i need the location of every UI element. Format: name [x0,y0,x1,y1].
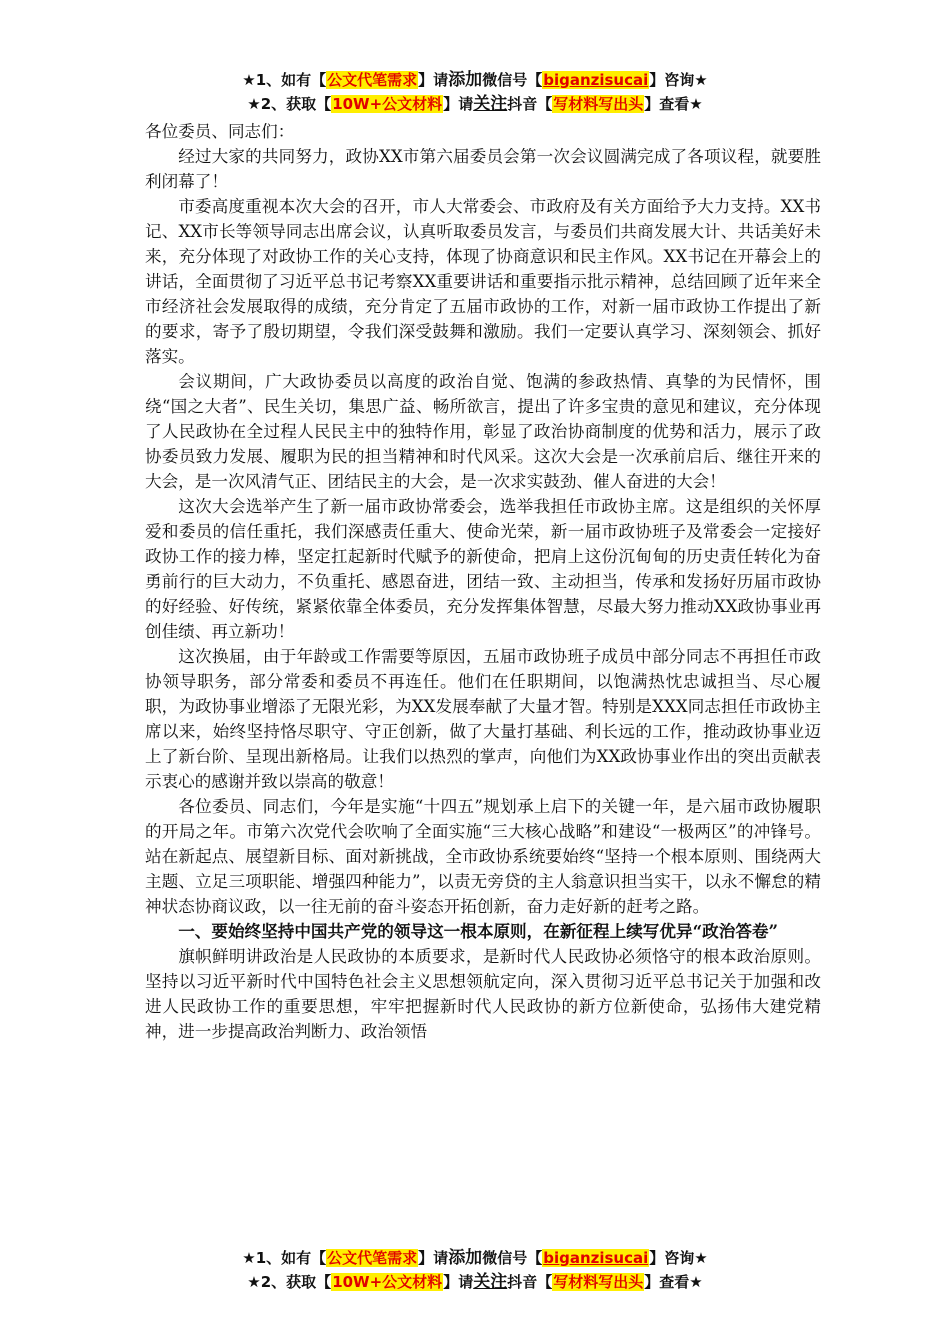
promo-banner-top [0,68,950,116]
promo-text: 】请 [443,1273,474,1291]
promo-text: ★1、如有【 [242,1249,327,1267]
promo-highlight: 公文代笔需求 [327,1249,418,1267]
paragraph: 会议期间，广大政协委员以高度的政治自觉、饱满的参政热情、真挚的为民情怀，围绕“国之大者”、民生关切，集思广益、畅所欲言，提出了许多宝贵的意见和建议，充分体现了人民政协在全过程人民民主中的独特作用，彰显了政治协商制度的优势和活力，展示了政协委员致力发展、履职为民的担当精神和时代风采。这次大会是一次承前启后、继往开来的大会，是一次风清气正、团结民主的大会，是一次求实鼓劲、催人奋进的大会！ [145,372,821,491]
promo-line-1 [0,68,950,92]
promo-highlight: 10W+公文材料 [332,95,443,113]
promo-wechat-id: biganzisucai [543,71,649,89]
promo-douyin-id: 写材料写出头 [553,1273,644,1291]
promo-emphasis: 关注 [473,1272,508,1292]
section-heading: 一、要始终坚持中国共产党的领导这一根本原则，在新征程上续写优异“政治答卷” [178,921,779,941]
promo-text: 抖音【 [507,95,553,113]
paragraph: 旗帜鲜明讲政治是人民政协的本质要求，是新时代人民政协必须恪守的根本政治原则。坚持以习近平新时代中国特色社会主义思想领航定向，深入贯彻习近平总书记关于加强和改进人民政协工作的重要思想，牢牢把握新时代人民政协的新方位新使命，弘扬伟大建党精神，进一步提高政治判断力、政治领悟 [145,947,821,1041]
promo-text: 】请 [418,1249,449,1267]
promo-text: ★2、获取【 [247,95,332,113]
promo-text: 微信号【 [482,1249,543,1267]
promo-text: 抖音【 [507,1273,553,1291]
promo-line-2 [0,1270,950,1294]
document-body [145,119,821,1044]
promo-text: ★2、获取【 [247,1273,332,1291]
promo-text: 】查看★ [644,95,703,113]
salutation: 各位委员、同志们： [145,122,295,141]
promo-text: 】查看★ [644,1273,703,1291]
promo-banner-bottom [0,1246,950,1294]
promo-text: 】咨询★ [649,71,708,89]
promo-wechat-id: biganzisucai [543,1249,649,1267]
promo-highlight: 公文代笔需求 [327,71,418,89]
promo-emphasis: 添加 [448,70,483,90]
paragraph: 这次换届，由于年龄或工作需要等原因，五届市政协班子成员中部分同志不再担任市政协领导职务，部分常委和委员不再连任。他们在任职期间，以饱满热忱忠诚担当、尽心履职，为政协事业增添了无限光彩，为XX发展奉献了大量才智。特别是XXX同志担任市政协主席以来，始终坚持恪尽职守、守正创新，做了大量打基础、利长远的工作，推动政协事业迈上了新台阶、呈现出新格局。让我们以热烈的掌声，向他们为XX政协事业作出的突出贡献表示衷心的感谢并致以崇高的敬意！ [145,647,821,791]
promo-text: 】请 [443,95,474,113]
paragraph: 经过大家的共同努力，政协XX市第六届委员会第一次会议圆满完成了各项议程，就要胜利闭幕了！ [145,147,821,191]
promo-text: 】请 [418,71,449,89]
promo-emphasis: 添加 [448,1248,483,1268]
paragraph: 市委高度重视本次大会的召开，市人大常委会、市政府及有关方面给予大力支持。XX书记、XX市长等领导同志出席会议，认真听取委员发言，与委员们共商发展大计、共话美好未来，充分体现了对政协工作的关心支持，体现了协商意识和民主作风。XX书记在开幕会上的讲话，全面贯彻了习近平总书记考察XX重要讲话和重要指示批示精神，总结回顾了近年来全市经济社会发展取得的成绩，充分肯定了五届市政协的工作，对新一届市政协工作提出了新的要求，寄予了殷切期望，令我们深受鼓舞和激励。我们一定要认真学习、深刻领会、抓好落实。 [145,197,821,366]
paragraph: 这次大会选举产生了新一届市政协常委会，选举我担任市政协主席。这是组织的关怀厚爱和委员的信任重托，我们深感责任重大、使命光荣，新一届市政协班子及常委会一定接好政协工作的接力棒，坚定扛起新时代赋予的新使命，把肩上这份沉甸甸的历史责任转化为奋勇前行的巨大动力，不负重托、感恩奋进，团结一致、主动担当，传承和发扬好历届市政协的好经验、好传统，紧紧依靠全体委员，充分发挥集体智慧，尽最大努力推动XX政协事业再创佳绩、再立新功！ [145,497,821,641]
paragraph: 各位委员、同志们，今年是实施“十四五”规划承上启下的关键一年，是六届市政协履职的开局之年。市第六次党代会吹响了全面实施“三大核心战略”和建设“一极两区”的冲锋号。站在新起点、展望新目标、面对新挑战，全市政协系统要始终“坚持一个根本原则、围绕两大主题、立足三项职能、增强四种能力”，以责无旁贷的主人翁意识担当实干，以永不懈怠的精神状态协商议政，以一往无前的奋斗姿态开拓创新，奋力走好新的赶考之路。 [145,797,821,916]
promo-emphasis: 关注 [473,94,508,114]
promo-line-2 [0,92,950,116]
promo-line-1 [0,1246,950,1270]
promo-douyin-id: 写材料写出头 [553,95,644,113]
promo-highlight: 10W+公文材料 [332,1273,443,1291]
promo-text: 微信号【 [482,71,543,89]
promo-text: ★1、如有【 [242,71,327,89]
promo-text: 】咨询★ [649,1249,708,1267]
